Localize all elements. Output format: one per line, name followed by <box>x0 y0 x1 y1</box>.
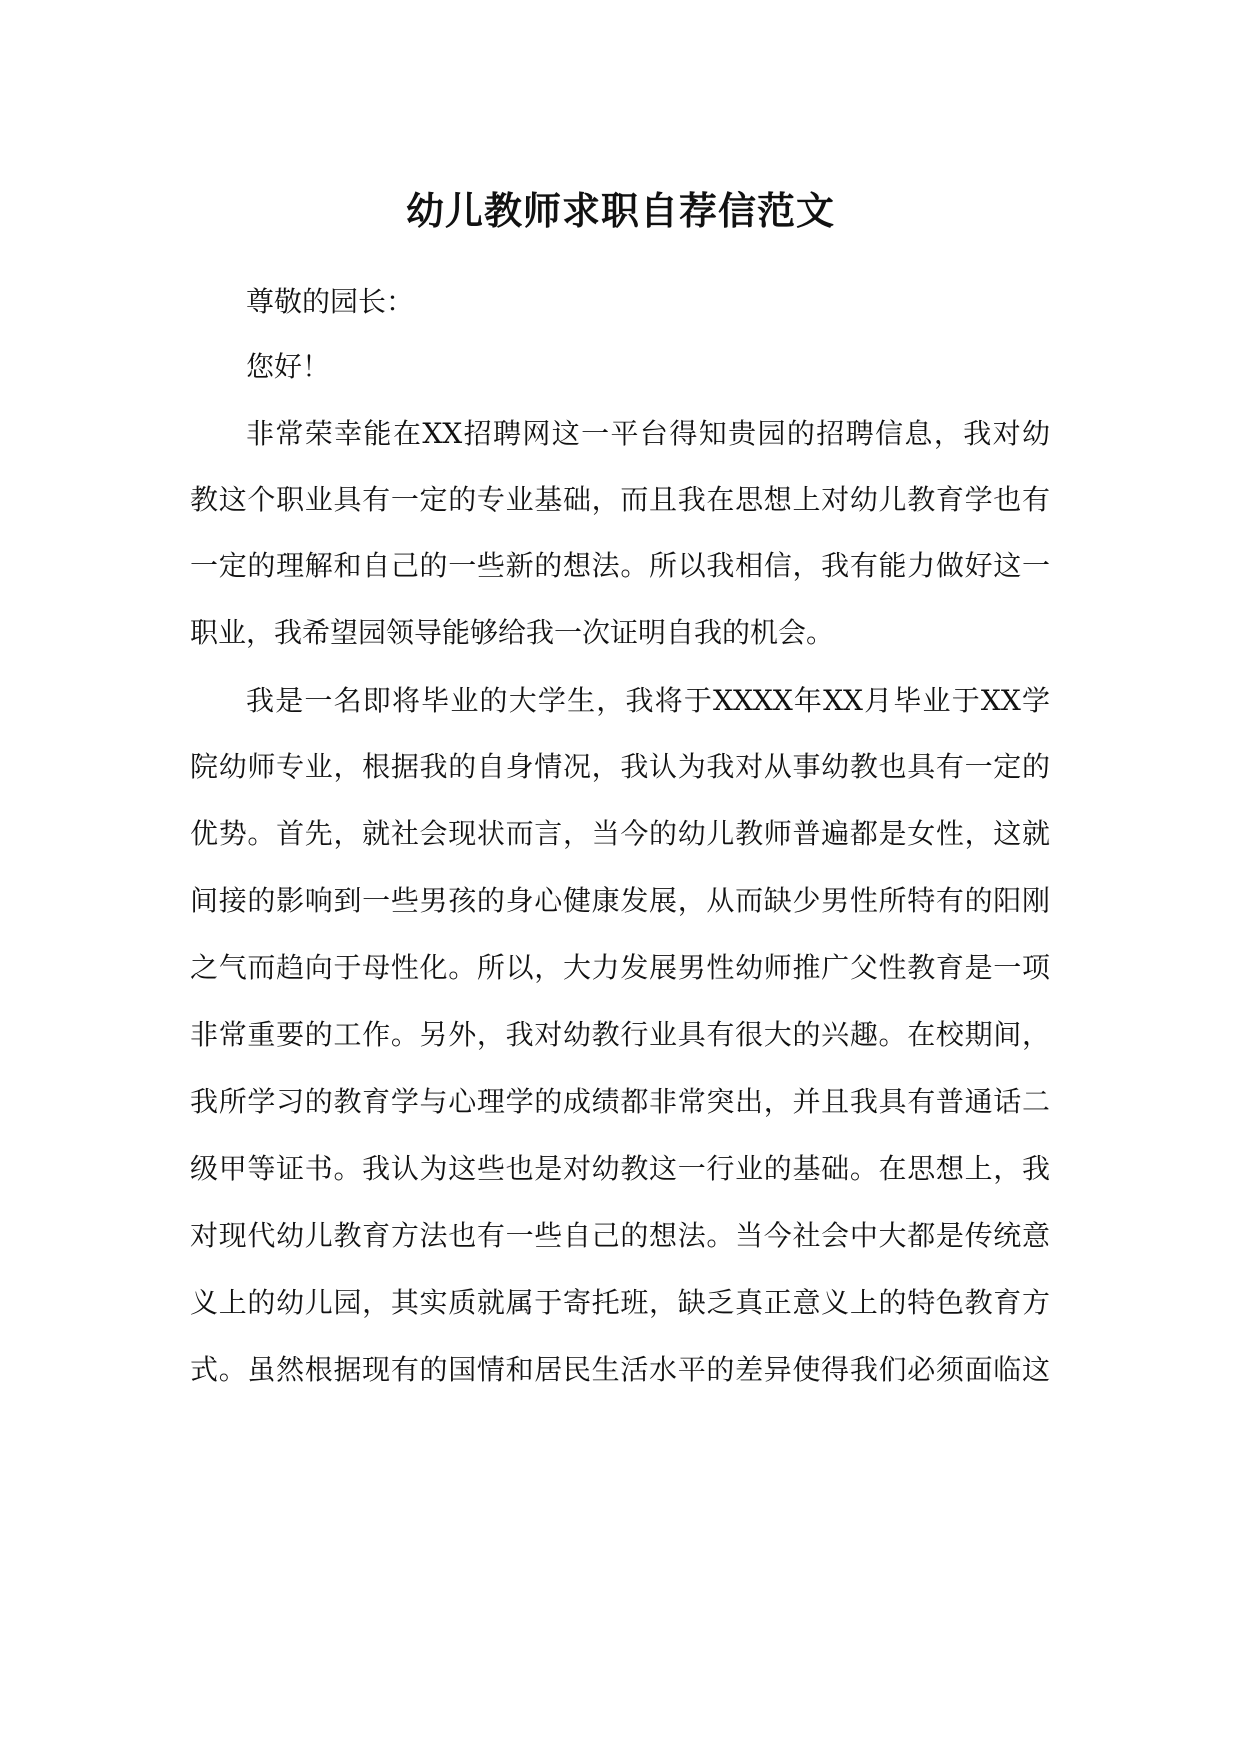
paragraph-line: 院幼师专业，根据我的自身情况，我认为我对从事幼教也具有一定的 <box>190 750 1050 783</box>
paragraph-line: 我是一名即将毕业的大学生，我将于XXXX年XX月毕业于XX学 <box>246 684 1050 717</box>
paragraph-line: 我所学习的教育学与心理学的成绩都非常突出，并且我具有普通话二 <box>190 1085 1050 1118</box>
paragraph-line: 一定的理解和自己的一些新的想法。所以我相信，我有能力做好这一 <box>190 549 1050 582</box>
paragraph-line: 教这个职业具有一定的专业基础，而且我在思想上对幼儿教育学也有 <box>190 483 1050 516</box>
paragraph-line: 非常重要的工作。另外，我对幼教行业具有很大的兴趣。在校期间， <box>190 1018 1050 1051</box>
salutation: 尊敬的园长： <box>246 285 415 318</box>
paragraph-line: 间接的影响到一些男孩的身心健康发展，从而缺少男性所特有的阳刚 <box>190 884 1050 917</box>
paragraph-line: 式。虽然根据现有的国情和居民生活水平的差异使得我们必须面临这 <box>190 1353 1050 1386</box>
greeting: 您好！ <box>246 350 331 383</box>
paragraph-line: 义上的幼儿园，其实质就属于寄托班，缺乏真正意义上的特色教育方 <box>190 1286 1050 1319</box>
paragraph-line: 之气而趋向于母性化。所以，大力发展男性幼师推广父性教育是一项 <box>190 951 1050 984</box>
paragraph-line: 职业，我希望园领导能够给我一次证明自我的机会。 <box>190 616 835 649</box>
document-title: 幼儿教师求职自荐信范文 <box>405 188 835 233</box>
paragraph-line: 级甲等证书。我认为这些也是对幼教这一行业的基础。在思想上，我 <box>190 1152 1050 1185</box>
paragraph-line: 优势。首先，就社会现状而言，当今的幼儿教师普遍都是女性，这就 <box>190 817 1050 850</box>
paragraph-line: 非常荣幸能在XX招聘网这一平台得知贵园的招聘信息，我对幼 <box>246 417 1050 450</box>
paragraph-line: 对现代幼儿教育方法也有一些自己的想法。当今社会中大都是传统意 <box>190 1219 1050 1252</box>
